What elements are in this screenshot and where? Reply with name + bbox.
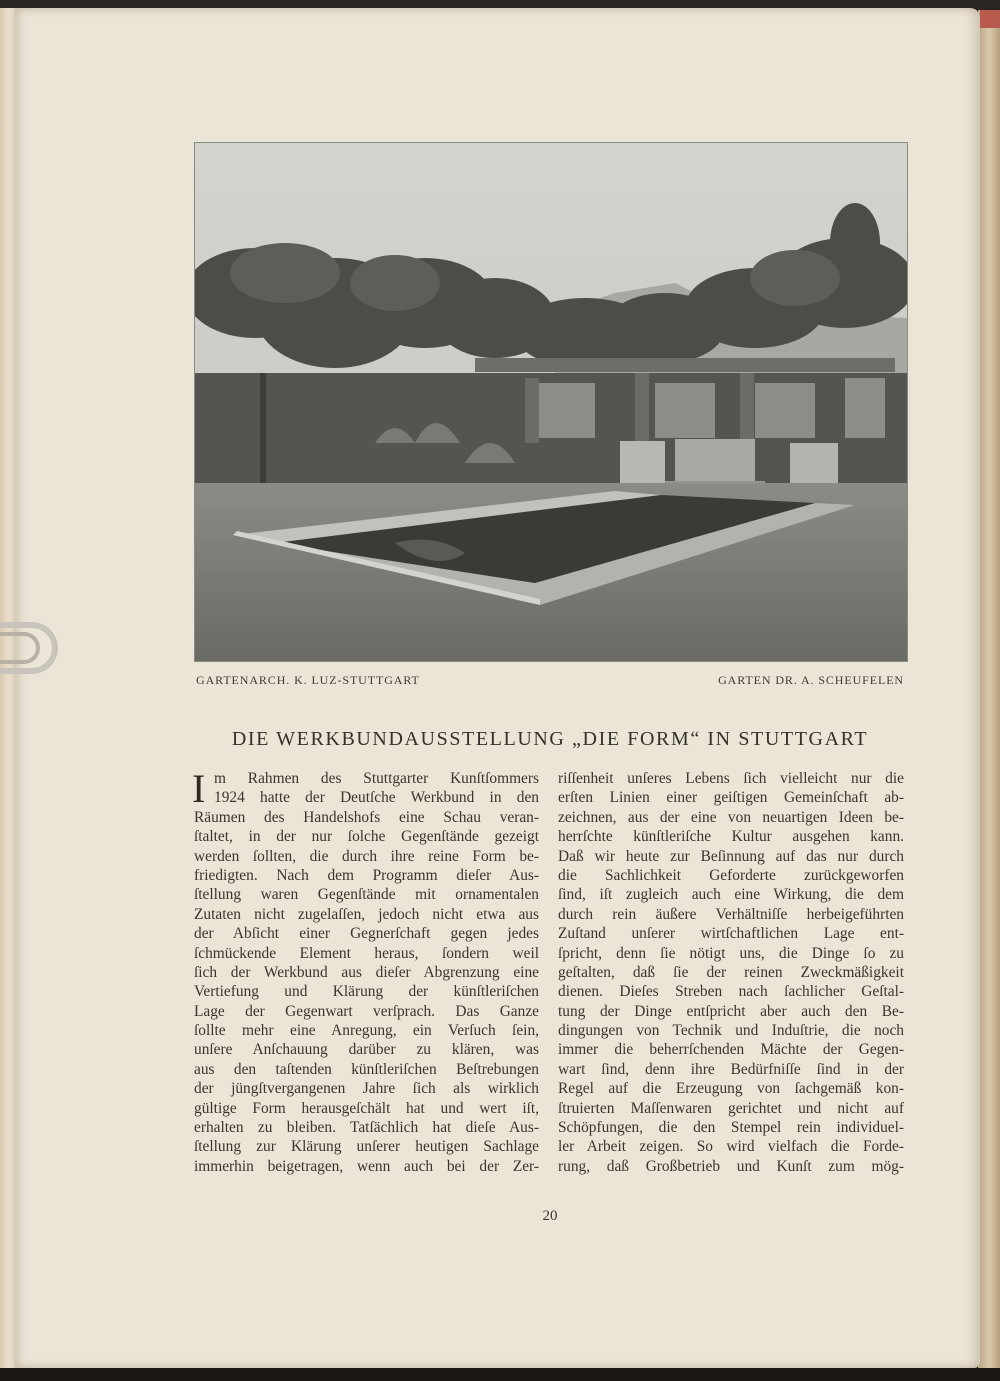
text-line: durch rein äußere Verhältniſſe herbeigeführten — [558, 905, 904, 923]
text-line: immerhin beigetragen, wenn auch bei der Zer- — [194, 1157, 539, 1175]
text-line: ſpricht, denn ſie nötigt uns, die Dinge ſo zu — [558, 944, 904, 962]
text-line: unſere Anſchauung darüber zu klären, was — [194, 1041, 539, 1059]
text-line: rung, daß Großbetrieb und Kunſt zum mög- — [558, 1157, 904, 1175]
text-line: friedigten. Nach dem Programm dieſer Aus- — [194, 866, 539, 884]
text-column-right — [558, 769, 904, 1176]
text-line: ſtellung waren Gegenſtände mit ornamentalen — [194, 886, 539, 904]
text-line: erhalten zu bleiben. Tatſächlich hat dieſe Aus- — [194, 1119, 539, 1137]
text-line: aus den taſtenden künſtleriſchen Beſtrebungen — [194, 1060, 539, 1078]
text-line: tung der Dinge entſpricht aber auch den Be- — [558, 1002, 904, 1020]
text-line: riſſenheit unſeres Lebens ſich vielleicht nur die — [558, 770, 904, 787]
photo-caption-garden: GARTEN DR. A. SCHEUFELEN — [718, 673, 904, 687]
photo-caption-architect: GARTENARCH. K. LUZ-STUTTGART — [196, 673, 420, 687]
text-line: ſchmückende Element heraus, ſondern weil — [194, 944, 539, 962]
text-line: herrſchte künſtleriſche Kultur ausgehen kann. — [558, 828, 904, 846]
text-line: die Sachlichkeit Geforderte zurückgeworfen — [558, 866, 904, 884]
text-line: der jüngſtvergangenen Jahre ſich als wirklich — [194, 1080, 539, 1098]
drop-cap: I — [192, 766, 206, 811]
text-line: zeichnen, aus der eine von neuartigen Ideen be- — [558, 808, 904, 826]
text-line: Lage der Gegenwart verſprach. Das Ganze — [194, 1002, 539, 1020]
text-line: ſind, iſt zugleich auch eine Wirkung, die dem — [558, 886, 904, 904]
text-line: wart ſind, denn ihre Bedürfniſſe ſind in der — [558, 1060, 904, 1078]
text-line: immer die beherrſchenden Mächte der Gegen- — [558, 1041, 904, 1059]
text-line: Schöpfungen, die den Stempel rein individuel- — [558, 1119, 904, 1137]
text-line: Zuſtand unſerer wirtſchaftlichen Lage ent- — [558, 925, 904, 943]
text-column-left — [192, 766, 539, 1176]
text-line: werden ſollten, die durch ihre reine Form be- — [194, 847, 539, 865]
scan-border — [0, 1368, 1000, 1381]
text-line: erſten Linien einer geiſtigen Gemeinſchaft ab- — [558, 789, 904, 807]
text-line: ſtaltet, in der nur ſolche Gegenſtände gezeigt — [194, 828, 539, 846]
text-line: gültige Form herausgeſchält hat und wert iſt, — [194, 1099, 539, 1117]
text-line: geſtalten, daß ſie der reinen Zweckmäßigkeit — [558, 963, 904, 981]
text-line: Vertiefung und Klärung der künſtleriſchen — [194, 983, 539, 1001]
text-line: ſich der Werkbund aus dieſer Abgrenzung eine — [194, 963, 539, 981]
text-line: m Rahmen des Stuttgarter Kunſtſommers — [214, 770, 539, 787]
paper-clip-inner — [0, 632, 40, 664]
text-line: der Abſicht einer Gegnerſchaft gegen jedes — [194, 925, 539, 943]
text-line: dienen. Dieſes Streben nach ſachlicher Geſtal- — [558, 983, 904, 1001]
text-line: Räumen des Handelshofs eine Schau veran- — [194, 808, 539, 826]
text-line: ſtellung zur Klärung unſerer heutigen Sachlage — [194, 1138, 539, 1156]
page-number: 20 — [542, 1208, 558, 1224]
garden-pool-photo-icon — [195, 143, 907, 661]
text-line: Zutaten nicht zugelaſſen, jedoch nicht etwa aus — [194, 905, 539, 923]
text-line: ſollte mehr eine Anregung, ein Verſuch ſein, — [194, 1022, 539, 1040]
text-line: ler Arbeit zeigen. So wird vielfach die Forde- — [558, 1138, 904, 1156]
page-stack-right — [978, 10, 1000, 1370]
garden-photograph — [194, 142, 908, 662]
text-line: Daß wir heute zur Beſinnung auf das nur durch — [558, 847, 904, 865]
article-title: DIE WERKBUNDAUSSTELLUNG „DIE FORM“ IN STUTTGART — [231, 728, 869, 750]
text-line: 1924 hatte der Deutſche Werkbund in den — [214, 789, 539, 807]
text-line: ſtruierten Maſſenwaren gerichtet und nicht auf — [558, 1099, 904, 1117]
text-line: Regel auf die Erzeugung von ſachgemäß kon- — [558, 1080, 904, 1098]
text-line: dingungen von Technik und Induſtrie, die noch — [558, 1022, 904, 1040]
